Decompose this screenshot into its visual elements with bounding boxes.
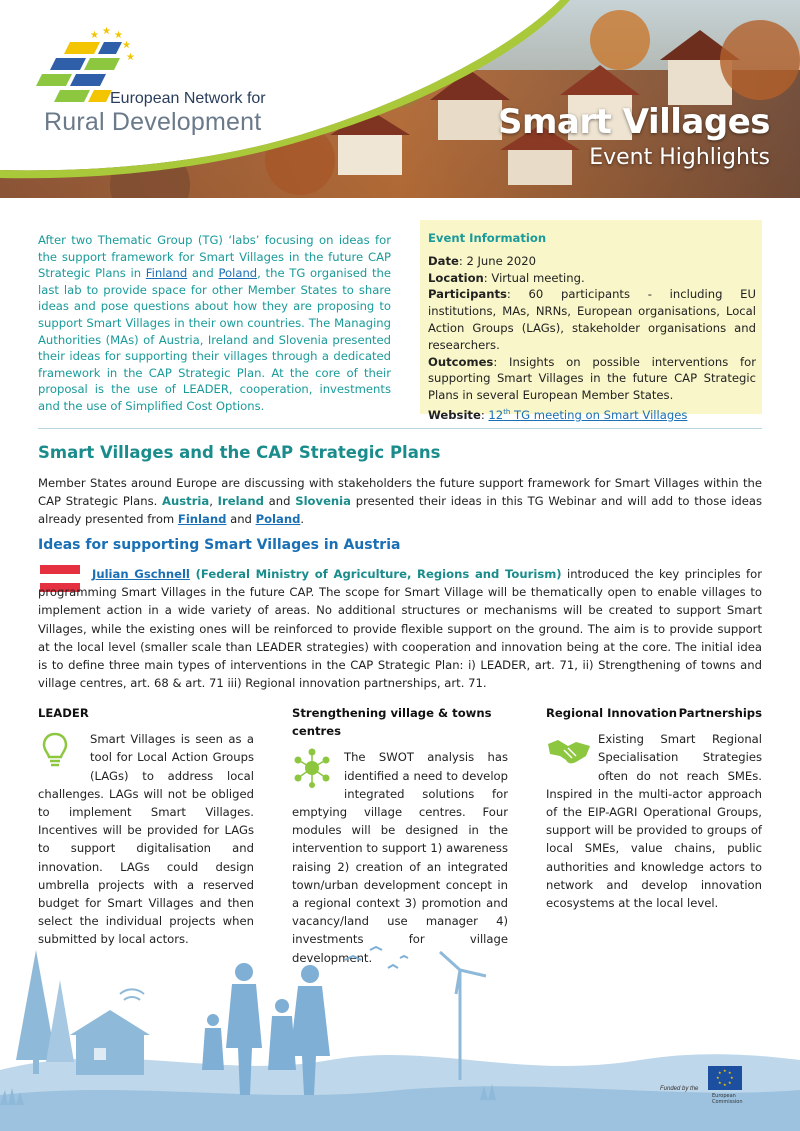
speaker-org: (Federal Ministry of Agriculture, Regions and Tourism)	[189, 567, 562, 581]
date-label: Date	[428, 253, 459, 268]
network-icon	[292, 748, 338, 788]
leader-title: LEADER	[38, 706, 89, 720]
svg-text:★: ★	[718, 1080, 722, 1085]
svg-text:★: ★	[723, 1082, 727, 1087]
website-sep: :	[480, 407, 489, 422]
outcomes-value: : Insights on possible interventions for supporting Smart Villages in the future CAP Strategic Plans in several European Member States.	[428, 354, 756, 403]
section-text-2: presented their ideas in this TG Webinar and will add to those ideas already presented from	[38, 494, 763, 527]
event-date	[428, 253, 756, 270]
poland-link[interactable]: Poland	[218, 266, 258, 281]
leader-text: Smart Villages is seen as a tool for Local Action Groups (LAGs) to address local challenges. LAGs will not be obliged to implement Smart Villages. Incentives will be provided for LAGs to support digitalisation and innovation. LAGs could design umbrella projects with a reserved budget for Smart Villages and then select the individual projects when submitted by local actors.	[38, 732, 254, 947]
eu-commission-label: European Commission	[712, 1093, 743, 1105]
hero-subtitle: Event Highlights	[589, 145, 770, 170]
regional-title-b: Partnerships	[678, 706, 762, 720]
section-title: Smart Villages and the CAP Strategic Plans	[38, 443, 441, 462]
towns-title: Strengthening village & towns centres	[292, 706, 492, 739]
logo-text-line2: Rural Development	[44, 108, 262, 136]
sep-period: .	[300, 512, 305, 527]
speaker-link[interactable]: Julian Gschnell	[92, 567, 190, 581]
finland-link-2[interactable]: Finland	[177, 512, 227, 527]
sep-and: and	[263, 494, 296, 509]
intro-text-2: , the TG organised the last lab to provide space for other Member States to share ideas and pose questions about how they are proposing to support Smart Villages in their own countries. The Managing Authorities (MAs) of Austria, Ireland and Slovenia presented their ideas for supporting their villages through a dedicated framework in the CAP Strategic Plan. At the core of their proposal is the use of LEADER, cooperation, investments and the use of Simplified Cost Options.	[38, 266, 391, 413]
event-info-title: Event Information	[428, 231, 547, 245]
date-value: : 2 June 2020	[458, 253, 536, 268]
svg-text:★: ★	[102, 26, 111, 37]
hero-title: Smart Villages	[498, 102, 770, 142]
svg-text:★: ★	[126, 52, 135, 63]
svg-text:★: ★	[716, 1075, 720, 1080]
finland-link[interactable]: Finland	[145, 266, 188, 281]
svg-text:★: ★	[728, 1070, 732, 1075]
regional-title	[546, 704, 762, 722]
website-label: Website	[428, 407, 481, 422]
eu-flag-icon	[708, 1066, 742, 1090]
country-slovenia: Slovenia	[295, 494, 351, 509]
logo-text-line1: European Network for	[110, 90, 266, 107]
country-austria: Austria	[162, 494, 210, 509]
event-participants	[428, 286, 756, 353]
poland-link-2[interactable]: Poland	[255, 512, 301, 527]
participants-value: : 60 participants - including EU institutions, MAs, NRNs, European organisations, Local Action Groups (LAGs), stakeholder organisations and researchers.	[428, 287, 756, 352]
intro-and: and	[187, 266, 219, 281]
outcomes-label: Outcomes	[428, 354, 494, 369]
svg-text:★: ★	[723, 1068, 727, 1073]
svg-text:★: ★	[728, 1080, 732, 1085]
website-link-text: TG meeting on Smart Villages	[510, 407, 688, 422]
svg-text:★: ★	[730, 1075, 734, 1080]
section-intro-paragraph	[38, 474, 762, 529]
intro-text-1: After two Thematic Group (TG) ‘labs’ focusing on ideas for the support framework for Smart Villages in the future CAP Strategic Plans in	[38, 233, 391, 281]
leader-column	[38, 704, 254, 949]
regional-title-a: Regional Innovation	[546, 706, 678, 720]
towns-column	[292, 704, 508, 967]
regional-text: Existing Smart Regional Specialisation Strategies often do not reach SMEs. Inspired in the multi-actor approach of the EIP-AGRI Operational Groups, support will be provided to groups of local SMEs, value chains, public authorities and knowledge actors to network and develop innovation ecosystems at the local level.	[546, 732, 762, 911]
austria-paragraph	[38, 565, 762, 692]
location-label: Location	[428, 270, 484, 285]
event-website	[428, 404, 756, 424]
handshake-icon	[546, 730, 592, 770]
section-text-1: Member States around Europe are discussing with stakeholders the future support framework for Smart Villages within the CAP Strategic Plans.	[38, 476, 762, 509]
country-ireland: Ireland	[217, 494, 264, 509]
event-location	[428, 270, 756, 287]
footer-illustration	[0, 930, 800, 1131]
sep-comma: ,	[209, 494, 218, 509]
funded-by-text: Funded by the	[660, 1086, 699, 1092]
website-link[interactable]	[488, 408, 687, 422]
svg-text:★: ★	[90, 30, 99, 41]
sep-and-2: and	[226, 512, 256, 527]
participants-label: Participants	[428, 287, 507, 302]
regional-column	[546, 704, 762, 912]
svg-text:★: ★	[122, 40, 131, 51]
svg-text:★: ★	[114, 30, 123, 41]
austria-heading: Ideas for supporting Smart Villages in Austria	[38, 537, 401, 553]
website-link-sup: th	[503, 407, 511, 416]
lightbulb-icon	[38, 730, 84, 770]
austria-text-body: introduced the key principles for programming Smart Villages in the future CAP. The scope for Smart Village will be thematically open to enable villages to implement action in a wide variety of areas. No additional structures or mechanisms will be created to support Smart Villages, while the existing ones will be reinforced to provide flexible support on the ground. The aim is to provide support at the local level (smaller scale than LEADER strategies) with cooperation and innovation being at the core. The initial idea is to define three main types of interventions in the CAP Strategic Plan: i) LEADER, art. 71, ii) Strengthening of towns and village centres, art. 68 & art. 71 iii) Regional innovation partnerships, art. 71.	[38, 567, 762, 691]
event-outcomes	[428, 354, 756, 404]
event-information-box	[420, 220, 762, 422]
svg-text:★: ★	[718, 1070, 722, 1075]
section-divider	[38, 428, 762, 429]
website-link-num: 12	[488, 407, 504, 422]
page-header	[0, 0, 800, 198]
intro-paragraph	[38, 232, 391, 415]
towns-text: The SWOT analysis has identified a need to develop integrated solutions for emptying village centres. Four modules will be designed in the intervention to support 1) awareness raising 2) creation of an integrated town/urban development concept in a regional context 3) promotion and vacancy/land use manager 4) investments for village development.	[292, 750, 508, 965]
location-value: : Virtual meeting.	[483, 270, 585, 285]
